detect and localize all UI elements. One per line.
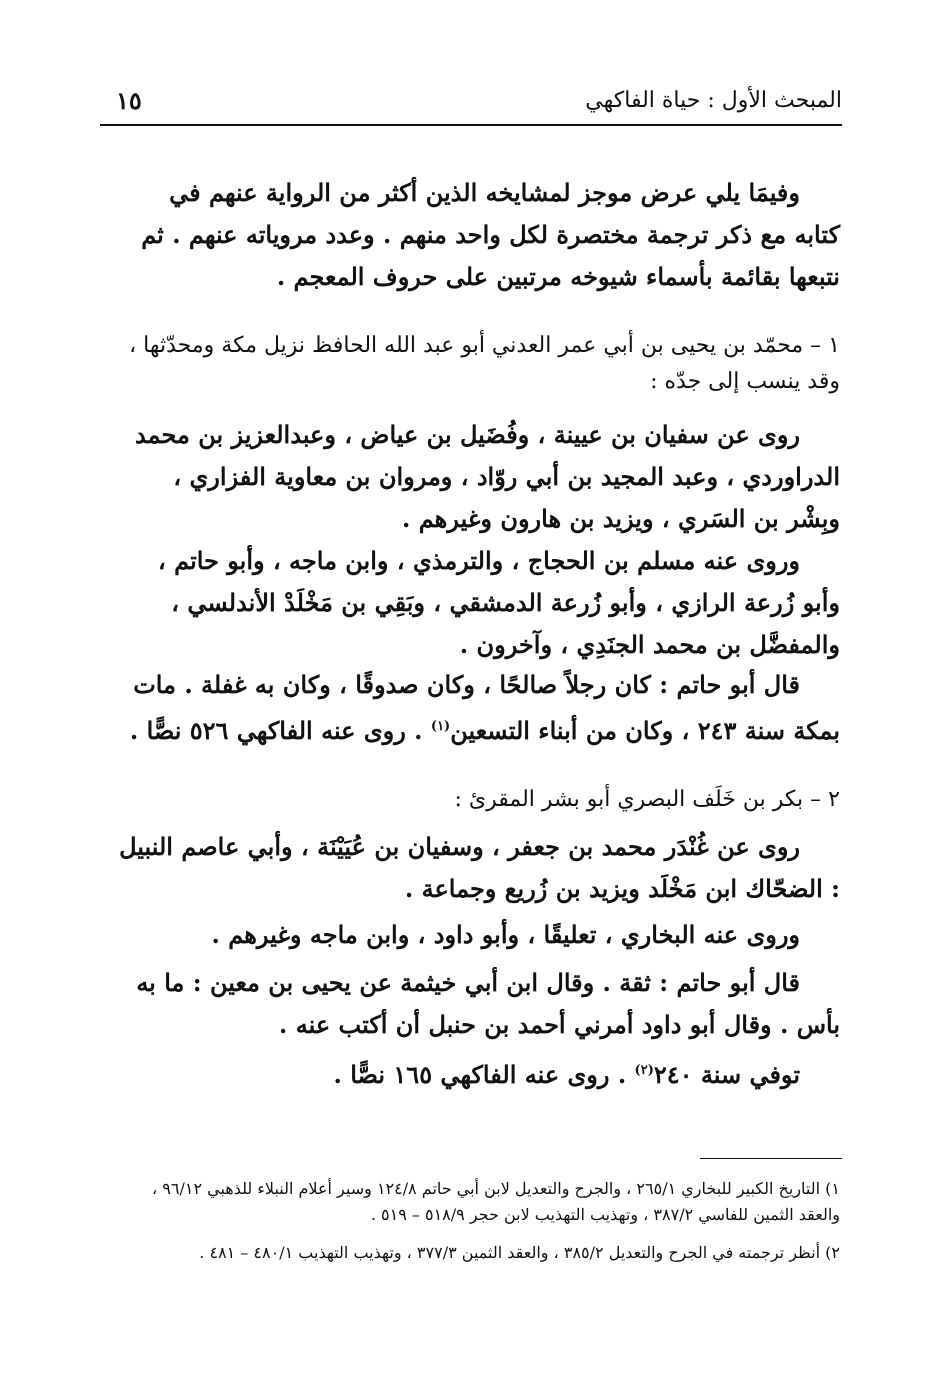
- entry-2-death: [118, 1050, 840, 1096]
- footnote-divider: [700, 1158, 842, 1159]
- entry-2-death-text: توفي سنة ٢٤٠: [653, 1060, 800, 1089]
- entry-1-assessment: [118, 664, 840, 752]
- page-number: ١٥: [116, 86, 142, 115]
- chapter-title: المبحث الأول : حياة الفاكهي: [585, 88, 842, 113]
- entry-2-narrated-from: روى عن غُنْدَر محمد بن جعفر ، وسفيان بن عُيَيْنَة ، وأبي عاصم النبيل : الضحّاك ابن مَخْلَد ويزيد بن زُريع وجماعة .: [119, 832, 840, 903]
- entry-2-narrated-by: وروى عنه البخاري ، تعليقًا ، وأبو داود ، وابن ماجه وغيرهم .: [211, 920, 800, 949]
- footnote-ref-1: (١): [430, 719, 451, 734]
- entry-1-heading: ١ – محمّد بن يحيى بن أبي عمر العدني أبو عبد الله الحافظ نزيل مكة ومحدّثها ، وقد ينسب إلى جدّه :: [129, 333, 840, 394]
- footnote-ref-2: (٢): [634, 1063, 654, 1078]
- entry-2-assessment: قال أبو حاتم : ثقة . وقال ابن أبي خيثمة عن يحيى بن معين : ما به بأس . وقال أبو داود أمرني أحمد بن حنبل أن أكتب عنه .: [136, 968, 840, 1039]
- entry-2-heading: ٢ – بكر بن خَلَف البصري أبو بشر المقرئ :: [454, 787, 840, 812]
- entry-1-narrated-by: وروى عنه مسلم بن الحجاج ، والترمذي ، وابن ماجه ، وأبو حاتم ، وأبو زُرعة الرازي ، وأبو زُرعة الدمشقي ، وبَقِي بن مَخْلَدْ الأندلسي ، والمفضَّل بن محمد الجنَدِي ، وآخرون .: [158, 546, 840, 659]
- entry-1-assessment-text: قال أبو حاتم : كان رجلاً صالحًا ، وكان صدوقًا ، وكان به غفلة . مات بمكة سنة ٢٤٣ ، وكان من أبناء التسعين: [133, 670, 840, 745]
- footnote-1: ١) التاريخ الكبير للبخاري ٢٦٥/١ ، والجرح والتعديل لابن أبي حاتم ١٢٤/٨ وسير أعلام النبلاء للذهبي ٩٦/١٢ ، والعقد الثمين للفاسي ٣٨٧/٢ ، وتهذيب التهذيب لابن حجر ٥١٨/٩ – ٥١٩ .: [152, 1179, 840, 1224]
- entry-1-narrated-from: روى عن سفيان بن عيينة ، وفُضَيل بن عياض ، وعبدالعزيز بن محمد الدراوردي ، وعبد المجيد بن أبي روّاد ، ومروان بن معاوية الفزاري ، وبِشْر بن السَري ، ويزيد بن هارون وغيرهم .: [135, 420, 840, 533]
- running-header: [100, 80, 842, 126]
- intro-paragraph: وفيمَا يلي عرض موجز لمشايخه الذين أكثر من الرواية عنهم في كتابه مع ذكر ترجمة مختصرة لكل واحد منهم . وعدد مروياته عنهم . ثم نتبعها بقائمة بأسماء شيوخه مرتبين على حروف المعجم .: [141, 178, 840, 291]
- footnote-2: ٢) أنظر ترجمته في الجرح والتعديل ٣٨٥/٢ ، والعقد الثمين ٣٧٧/٣ ، وتهذيب التهذيب ٤٨٠/١ – ٤٨١ .: [199, 1243, 840, 1262]
- entry-2-death-tail: . روى عنه الفاكهي ١٦٥ نصًّا .: [333, 1060, 627, 1089]
- entry-1-assessment-tail: . روى عنه الفاكهي ٥٢٦ نصًّا .: [129, 716, 423, 745]
